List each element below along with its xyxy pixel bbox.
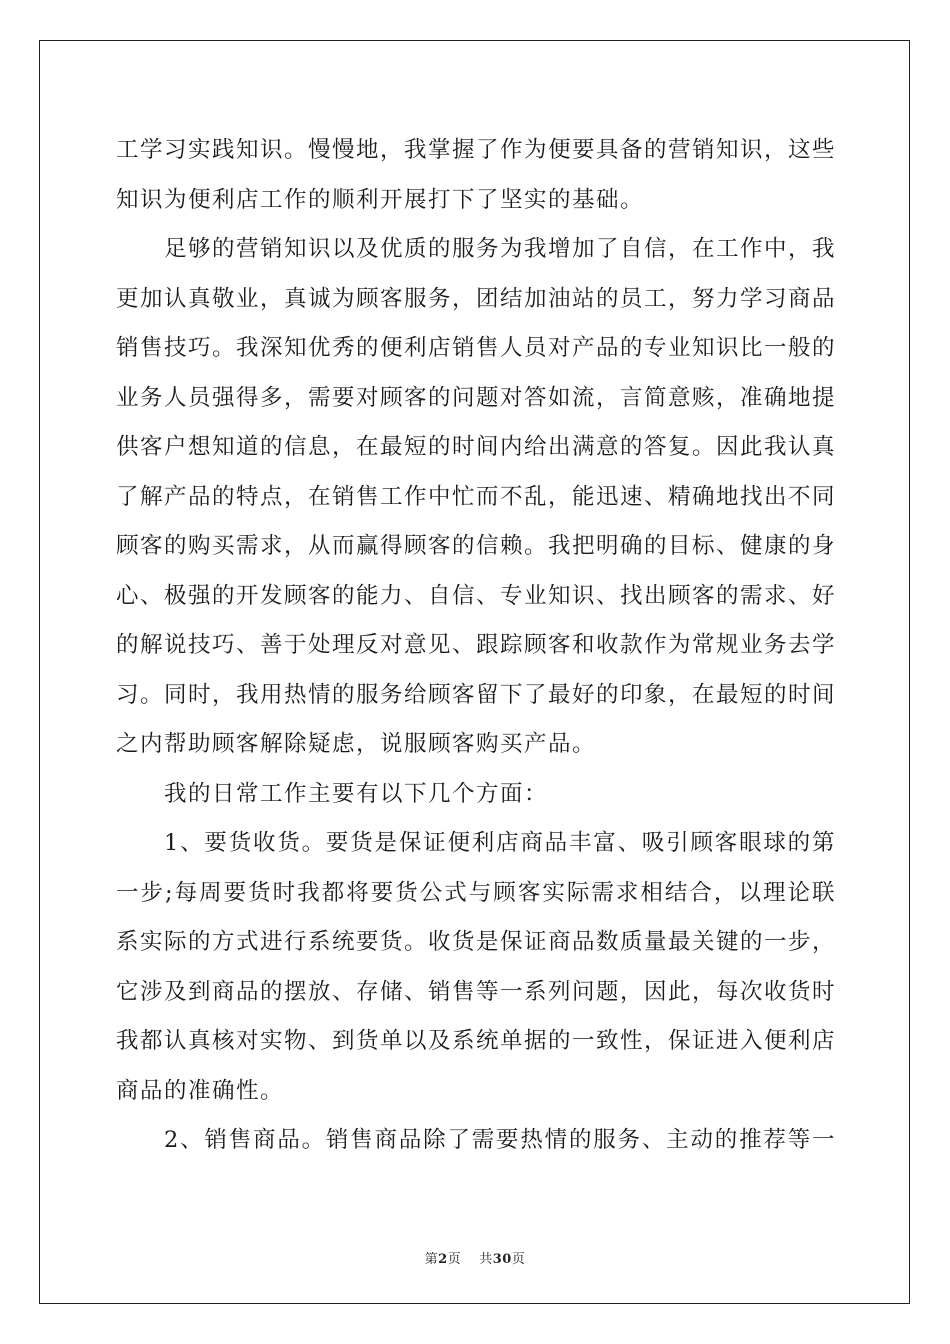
text-line: 工学习实践知识。慢慢地，我掌握了作为便要具备的营销知识，这些 <box>116 137 837 163</box>
text-line: 之内帮助顾客解除疑虑，说服顾客购买产品。 <box>116 731 597 757</box>
text-line: 了解产品的特点，在销售工作中忙而不乱，能迅速、精确地找出不同 <box>116 483 837 510</box>
text-line: 供客户想知道的信息，在最短的时间内给出满意的答复。因此我认真 <box>116 434 837 460</box>
text-line: 习。同时，我用热情的服务给顾客留下了最好的印象，在最短的时间 <box>116 681 837 708</box>
text-line: 知识为便利店工作的顺利开展打下了坚实的基础。 <box>116 186 645 213</box>
text-line: 更加认真敬业，真诚为顾客服务，团结加油站的员工，努力学习商品 <box>116 285 837 312</box>
text-line: 足够的营销知识以及优质的服务为我增加了自信，在工作中，我 <box>164 236 837 262</box>
total-page-count: 30 <box>492 1252 512 1267</box>
page-prefix: 第 <box>424 1252 439 1267</box>
current-page-number: 2 <box>438 1252 448 1267</box>
document-body <box>116 126 836 1166</box>
text-line: 2、销售商品。销售商品除了需要热情的服务、主动的推荐等一 <box>164 1127 836 1153</box>
text-line: 系实际的方式进行系统要货。收货是保证商品数质量最关键的一步， <box>116 929 837 955</box>
text-line: 1、要货收货。要货是保证便利店商品丰富、吸引顾客眼球的第 <box>164 830 836 856</box>
text-line: 的解说技巧、善于处理反对意见、跟踪顾客和收款作为常规业务去学 <box>116 632 837 658</box>
total-prefix: 共 <box>479 1252 493 1267</box>
text-line: 商品的准确性。 <box>116 1077 285 1104</box>
page-footer <box>0 1248 950 1267</box>
text-line: 它涉及到商品的摆放、存储、销售等一系列问题，因此，每次收货时 <box>116 978 837 1005</box>
text-line: 销售技巧。我深知优秀的便利店销售人员对产品的专业知识比一般的 <box>116 335 837 361</box>
page-suffix: 页 <box>447 1252 462 1267</box>
text-line: 顾客的购买需求，从而赢得顾客的信赖。我把明确的目标、健康的身 <box>116 533 837 559</box>
total-suffix: 页 <box>511 1252 526 1267</box>
text-line: 业务人员强得多，需要对顾客的问题对答如流，言简意赅，准确地提 <box>116 384 837 411</box>
text-line: 我都认真核对实物、到货单以及系统单据的一致性，保证进入便利店 <box>116 1028 837 1054</box>
text-line: 我的日常工作主要有以下几个方面： <box>164 780 549 807</box>
text-line: 心、极强的开发顾客的能力、自信、专业知识、找出顾客的需求、好 <box>116 582 837 609</box>
text-line: 一步;每周要货时我都将要货公式与顾客实际需求相结合，以理论联 <box>116 879 836 906</box>
